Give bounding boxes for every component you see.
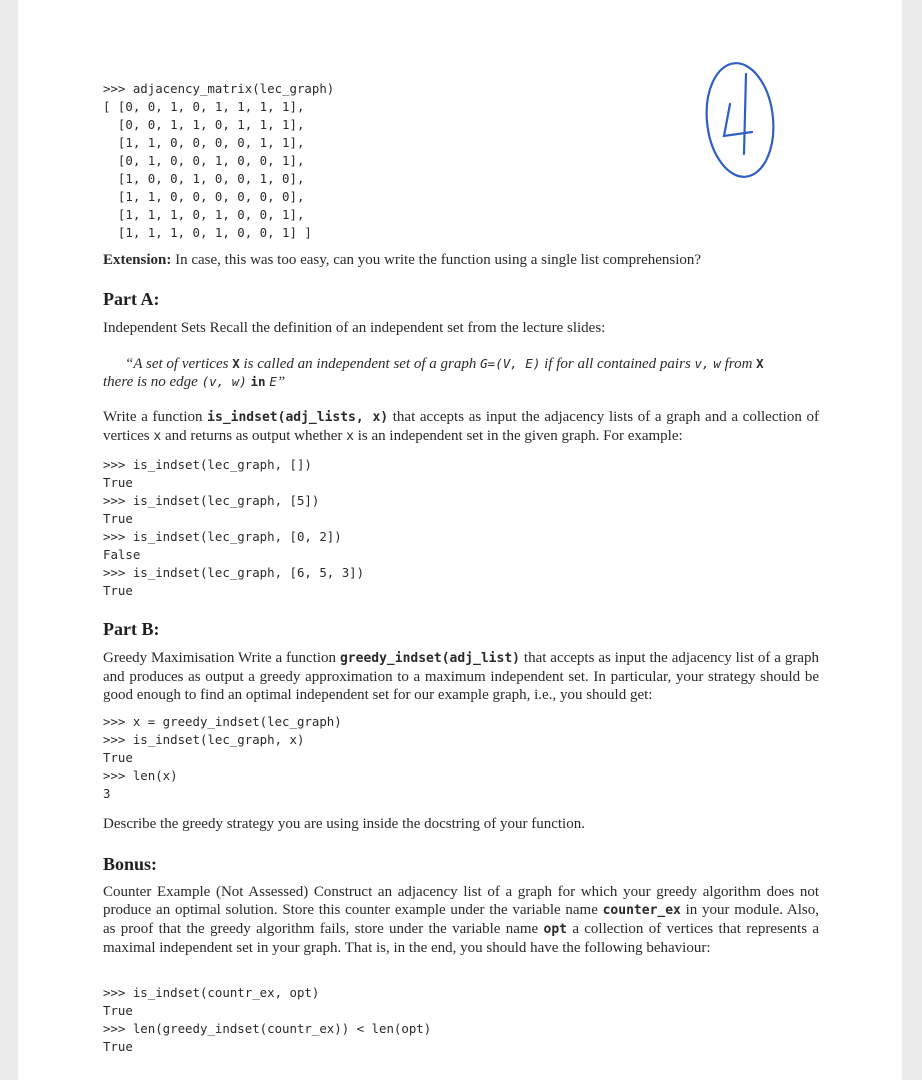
code-line: True: [103, 1003, 133, 1018]
desc-text: is an independent set in the given graph. For example:: [354, 428, 683, 444]
code-line: >>> is_indset(countr_ex, opt): [103, 985, 320, 1000]
code-line: >>> len(x): [103, 768, 178, 783]
code-line: [ [0, 0, 1, 0, 1, 1, 1, 1],: [103, 99, 305, 114]
quote-text: is called an independent set of a graph: [239, 356, 481, 372]
code-line: [1, 1, 0, 0, 0, 0, 1, 1],: [103, 135, 305, 150]
inline-code: counter_ex: [602, 903, 681, 918]
code-line: [0, 1, 0, 0, 1, 0, 0, 1],: [103, 153, 305, 168]
quote-symbol: w: [713, 356, 721, 371]
desc-text: that accepts as input the adjacency list of a graph and produces as output a greedy approximation to a maximum independent set. In particular, your strategy should be good enough to find an optimal independent set for our example graph, i.e., you should get:: [103, 650, 820, 703]
code-line: [0, 0, 1, 1, 0, 1, 1, 1],: [103, 117, 305, 132]
bonus-description: [103, 883, 819, 957]
code-line: [1, 1, 0, 0, 0, 0, 0, 0],: [103, 189, 305, 204]
extension-label: Extension:: [103, 252, 172, 268]
part-a-examples: [103, 456, 364, 600]
code-line: [1, 1, 1, 0, 1, 0, 0, 1] ]: [103, 225, 312, 240]
code-line: True: [103, 583, 133, 598]
quote-text: “A set of vertices: [125, 356, 233, 372]
desc-text: a collection of vertices that represents a maximal independent set in your graph. That is, in the end, you should have the following behaviour:: [103, 921, 819, 956]
code-line: >>> is_indset(lec_graph, [5]): [103, 493, 320, 508]
handwritten-grade-mark: [690, 44, 790, 184]
quote-text: ”: [276, 374, 286, 390]
desc-text: Counter Example (Not Assessed) Construct an adjacency list of a graph for which your greedy algorithm does not produce an optimal solution. Store this counter example under the variable name: [103, 884, 819, 918]
code-line: True: [103, 475, 133, 490]
code-line: True: [103, 750, 133, 765]
code-line: >>> is_indset(lec_graph, [0, 2]): [103, 529, 342, 544]
inline-code: x: [153, 429, 162, 444]
part-a-intro: Independent Sets Recall the definition of an independent set from the lecture slides:: [103, 320, 606, 336]
extension-paragraph: [103, 251, 823, 269]
part-b-description: [103, 649, 819, 704]
bonus-examples: [103, 984, 431, 1056]
extension-text: In case, this was too easy, can you write the function using a single list comprehension?: [171, 252, 702, 268]
code-line: True: [103, 1039, 133, 1054]
desc-text: in your module. Also, as proof that the greedy algorithm fails, store under the variable name: [103, 902, 819, 937]
quote-text: from: [720, 356, 757, 372]
inline-code: x: [346, 429, 354, 444]
code-line: [1, 1, 1, 0, 1, 0, 0, 1],: [103, 207, 305, 222]
code-line: >>> len(greedy_indset(countr_ex)) < len(opt): [103, 1021, 432, 1036]
code-line: >>> adjacency_matrix(lec_graph): [103, 81, 335, 96]
desc-text: Write a function: [103, 409, 208, 425]
part-b-examples: [103, 713, 342, 803]
code-line: False: [103, 547, 141, 562]
quote-text: there is no edge: [103, 374, 202, 390]
bonus-heading: Bonus:: [103, 854, 158, 874]
desc-text: Greedy Maximisation Write a function: [103, 650, 340, 666]
function-signature: greedy_indset(adj_list): [339, 651, 520, 666]
code-line: >>> is_indset(lec_graph, [6, 5, 3]): [103, 565, 365, 580]
part-a-description: [103, 408, 819, 446]
code-line: >>> is_indset(lec_graph, x): [103, 732, 305, 747]
desc-text: that accepts as input the adjacency lists of a graph and a collection of vertices: [103, 409, 819, 444]
inline-code: opt: [543, 922, 568, 937]
quote-symbol: E: [269, 374, 277, 389]
code-line: >>> x = greedy_indset(lec_graph): [103, 714, 342, 729]
part-b-heading: Part B:: [103, 619, 160, 639]
part-a-heading: Part A:: [103, 289, 160, 309]
matrix-code-block: [103, 80, 334, 242]
quote-symbol: X: [232, 356, 240, 371]
quote-symbol: X: [756, 356, 764, 371]
quote-symbol: (v, w): [201, 374, 247, 389]
independent-set-definition: [103, 355, 820, 391]
code-line: 3: [103, 786, 111, 801]
quote-symbol: v,: [694, 356, 710, 371]
document-page: [18, 0, 902, 1080]
part-b-after-text: Describe the greedy strategy you are using inside the docstring of your function.: [103, 816, 585, 832]
quote-symbol: G=(V, E): [480, 356, 541, 371]
desc-text: and returns as output whether: [161, 428, 347, 444]
quote-symbol: in: [250, 374, 266, 389]
code-line: >>> is_indset(lec_graph, []): [103, 457, 312, 472]
code-line: True: [103, 511, 133, 526]
quote-text: if for all contained pairs: [540, 356, 695, 372]
code-line: [1, 0, 0, 1, 0, 0, 1, 0],: [103, 171, 305, 186]
function-signature: is_indset(adj_lists, x): [207, 410, 389, 425]
